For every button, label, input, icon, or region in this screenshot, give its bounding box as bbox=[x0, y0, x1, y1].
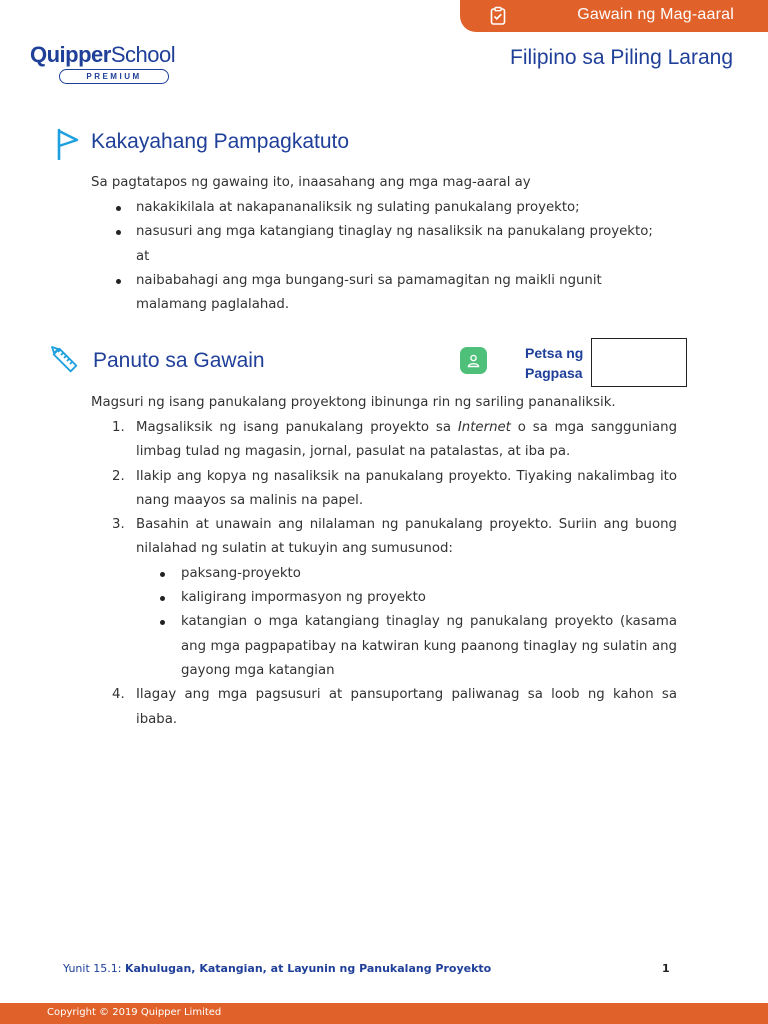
step-text: Basahin at unawain ang nilalaman ng panukalang proyekto. Suriin ang buong nilalahad ng sulatin at tukuyin ang sumusunod: bbox=[136, 517, 677, 557]
sub-item-text: kaligirang impormasyon ng proyekto bbox=[181, 590, 426, 606]
objectives-list bbox=[136, 196, 656, 317]
copyright-text: Copyright © 2019 Quipper Limited bbox=[47, 1007, 222, 1018]
unit-prefix: Yunit 15.1: bbox=[63, 962, 125, 975]
list-item bbox=[136, 220, 656, 269]
list-item bbox=[112, 683, 677, 732]
pencil-ruler-icon bbox=[49, 344, 81, 376]
subject-title: Filipino sa Piling Larang bbox=[510, 46, 733, 69]
step-number: 2. bbox=[112, 468, 125, 484]
step-number: 4. bbox=[112, 687, 125, 703]
step-text: Ilagay ang mga pagsusuri at pansuportang paliwanag sa loob ng kahon sa ibaba. bbox=[136, 687, 677, 727]
bullet-text: naibabahagi ang mga bungang-suri sa pamamagitan ng maikli ngunit malamang paglalahad. bbox=[136, 272, 602, 313]
list-item bbox=[112, 416, 678, 465]
bullet-text: nasusuri ang mga katangiang tinaglay ng nasaliksik na panukalang proyekto; at bbox=[136, 224, 653, 264]
footer-bar bbox=[0, 1003, 768, 1024]
sub-item-text: katangian o mga katangiang tinaglay ng panukalang proyekto (kasama ang mga pagpapatibay na katwiran kung paanong tinaglay ng sulatin ang gayong mga katangian bbox=[181, 614, 677, 678]
unit-title: Kahulugan, Katangian, at Layunin ng Panukalang Proyekto bbox=[124, 962, 492, 975]
logo-premium-badge: PREMIUM bbox=[59, 69, 169, 84]
bullet-dot bbox=[160, 572, 165, 577]
logo-brand-bold: Quipper bbox=[30, 42, 111, 67]
step-text: Magsaliksik ng isang panukalang proyekto sa bbox=[136, 420, 458, 435]
page-number: 1 bbox=[662, 962, 670, 975]
section2-intro: Magsuri ng isang panukalang proyektong ibinunga rin ng sariling pananaliksik. bbox=[91, 395, 616, 410]
bullet-dot bbox=[116, 230, 121, 235]
list-item bbox=[136, 196, 656, 220]
person-icon bbox=[466, 353, 481, 368]
tab-label: Gawain ng Mag-aaral bbox=[577, 6, 734, 23]
header-tab bbox=[460, 0, 768, 32]
section-title-kakayahan: Kakayahang Pampagkatuto bbox=[91, 130, 350, 153]
footer-unit-title bbox=[63, 962, 491, 975]
flag-icon bbox=[56, 128, 80, 160]
logo-wordmark bbox=[30, 43, 175, 67]
step-text: o sa mga sangguniang limbag tulad ng magasin, jornal, pasulat na patalastas, at iba pa. bbox=[136, 420, 678, 460]
section-title-panuto: Panuto sa Gawain bbox=[93, 349, 265, 372]
bullet-dot bbox=[116, 279, 121, 284]
step-text: Ilakip ang kopya ng nasaliksik na panukalang proyekto. Tiyaking nakalimbag ito nang maayos sa malinis na papel. bbox=[136, 468, 677, 508]
individual-badge bbox=[460, 347, 487, 374]
list-item bbox=[112, 513, 677, 683]
step-text-italic: Internet bbox=[457, 420, 511, 435]
date-label-text: Petsa ng Pagpasa bbox=[525, 345, 584, 381]
instructions-list bbox=[112, 416, 678, 732]
step-number: 3. bbox=[112, 517, 125, 533]
list-item bbox=[112, 465, 677, 514]
bullet-dot bbox=[116, 206, 121, 211]
section1-intro: Sa pagtatapos ng gawaing ito, inaasahang ang mga mag-aaral ay bbox=[91, 175, 531, 190]
sub-list-item bbox=[181, 610, 677, 683]
logo-brand-regular: School bbox=[110, 42, 176, 67]
step-number: 1. bbox=[112, 420, 125, 435]
date-label bbox=[525, 343, 585, 383]
bullet-dot bbox=[160, 596, 165, 601]
bullet-dot bbox=[160, 620, 165, 625]
bullet-text: nakakikilala at nakapananaliksik ng sulating panukalang proyekto; bbox=[136, 200, 580, 215]
sub-item-text: paksang-proyekto bbox=[181, 565, 301, 581]
sub-list-item bbox=[181, 562, 677, 586]
quipper-school-logo bbox=[30, 43, 175, 84]
sub-list-item bbox=[181, 586, 677, 610]
clipboard-check-icon bbox=[488, 6, 508, 26]
list-item bbox=[136, 269, 656, 318]
sub-list bbox=[136, 562, 677, 683]
submission-date-box[interactable] bbox=[591, 338, 687, 387]
